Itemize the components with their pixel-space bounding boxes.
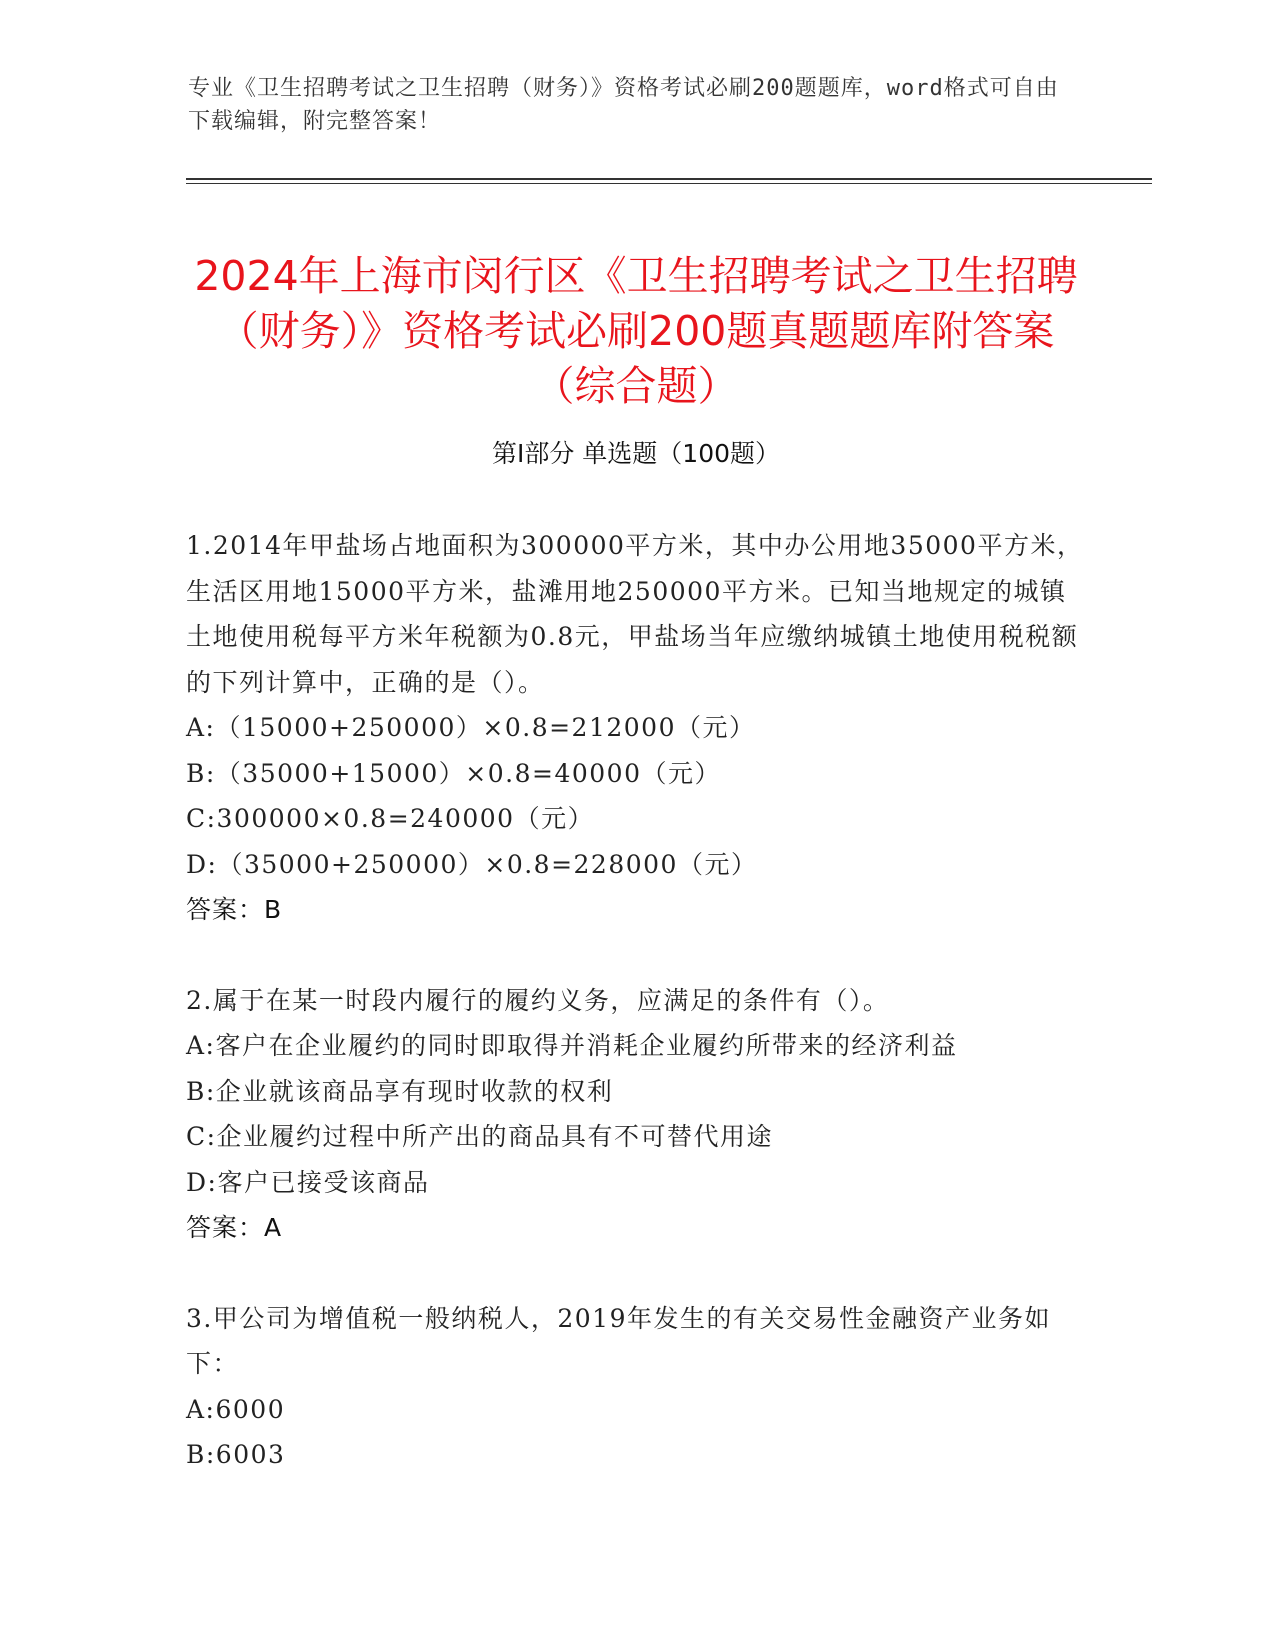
option-c: C:300000×0.8=240000（元） xyxy=(186,804,595,833)
option-a: A:（15000+250000）×0.8=212000（元） xyxy=(186,713,756,742)
question-text: 2.属于在某一时段内履行的履约义务，应满足的条件有（）。 xyxy=(186,985,890,1015)
question-2 xyxy=(186,978,1086,1251)
answer: 答案：A xyxy=(186,1213,283,1242)
answer: 答案：B xyxy=(186,895,283,924)
question-list xyxy=(186,523,1086,1523)
option-d: D:（35000+250000）×0.8=228000（元） xyxy=(186,849,758,879)
header-note: 专业《卫生招聘考试之卫生招聘（财务）》资格考试必刷200题题库，word格式可自由下载编辑，附完整答案！ xyxy=(188,76,1059,134)
option-b: B:6003 xyxy=(186,1440,286,1469)
option-a: A:客户在企业履约的同时即取得并消耗企业履约所带来的经济利益 xyxy=(186,1031,958,1060)
question-1 xyxy=(186,523,1086,933)
question-3 xyxy=(186,1296,1086,1478)
option-b: B:企业就该商品享有现时收款的权利 xyxy=(186,1076,614,1106)
option-a: A:6000 xyxy=(186,1394,286,1424)
header-divider-thin xyxy=(186,183,1152,184)
option-b: B:（35000+15000）×0.8=40000（元） xyxy=(186,758,721,788)
option-c: C:企业履约过程中所产出的商品具有不可替代用途 xyxy=(186,1122,774,1151)
part-heading: 第I部分 单选题（100题） xyxy=(491,439,781,468)
header-divider-thick xyxy=(186,178,1152,180)
option-d: D:客户已接受该商品 xyxy=(186,1167,430,1197)
question-text: 3.甲公司为增值税一般纳税人，2019年发生的有关交易性金融资产业务如下： xyxy=(186,1303,1051,1378)
question-text: 1.2014年甲盐场占地面积为300000平方米，其中办公用地35000平方米，生活区用地15000平方米，盐滩用地250000平方米。已知当地规定的城镇土地使用税每平方米年税额为0.8元，甲盐场当年应缴纳城镇土地使用税税额的下列计算中，正确的是（）。 xyxy=(186,531,1084,697)
document-title: 2024年上海市闵行区《卫生招聘考试之卫生招聘（财务）》资格考试必刷200题真题题库附答案（综合题） xyxy=(194,252,1078,411)
